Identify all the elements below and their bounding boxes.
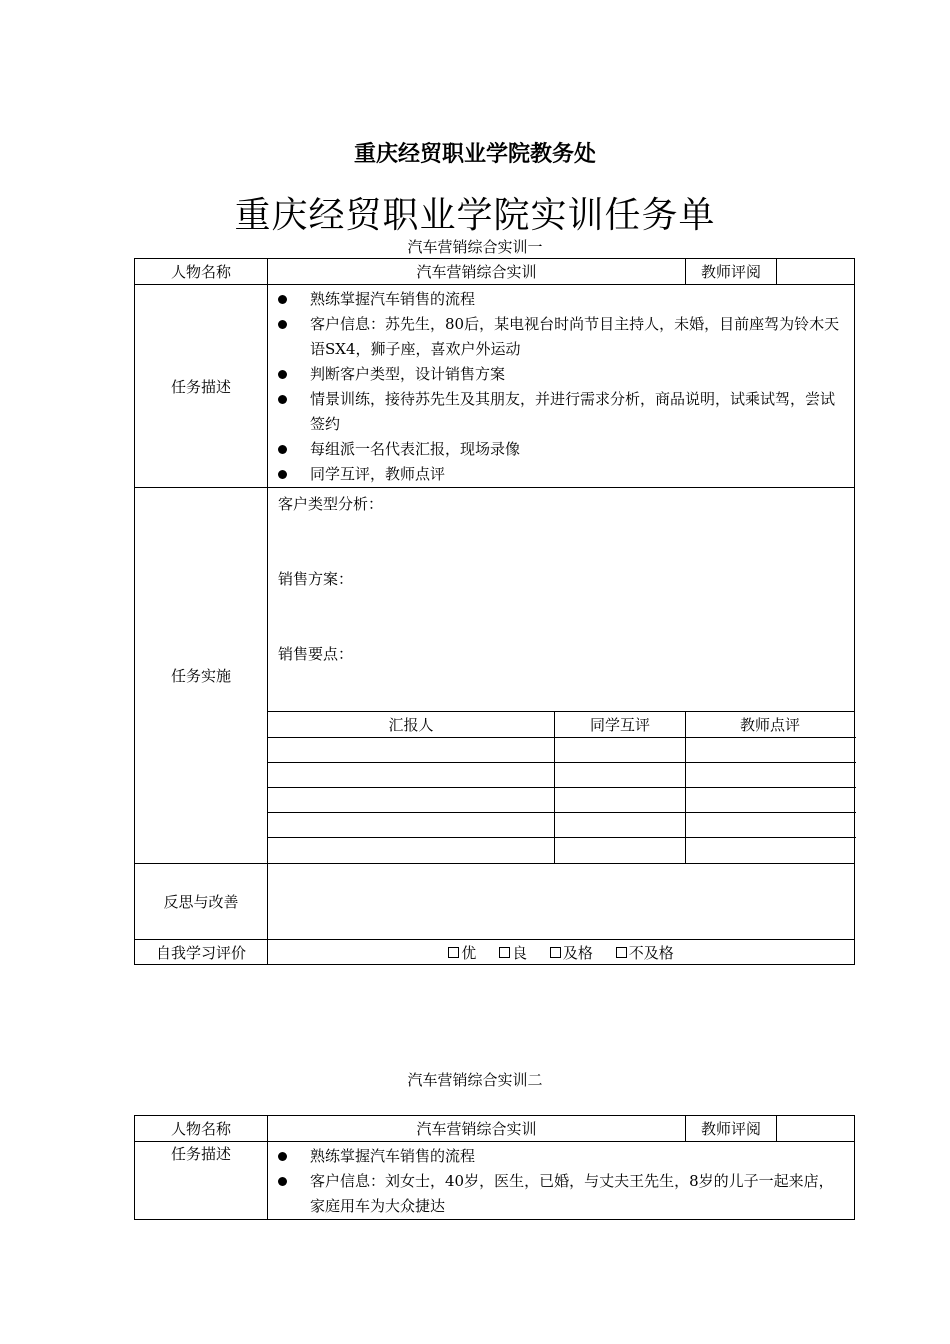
desc-item: 熟练掌握汽车销售的流程 [276, 1144, 846, 1169]
eval-header-teacher: 教师点评 [686, 712, 855, 738]
teacher-review-field[interactable] [777, 259, 855, 285]
impl-field-customer-type: 客户类型分析： [278, 495, 384, 513]
reporter-cell[interactable] [268, 838, 555, 864]
option-excellent[interactable]: 优 [448, 942, 476, 963]
bullet-icon [278, 445, 287, 454]
name-value: 汽车营销综合实训 [268, 259, 686, 285]
label-teacher-review: 教师评阅 [686, 1116, 777, 1142]
label-task-desc: 任务描述 [135, 1142, 268, 1220]
eval-header-peer: 同学互评 [555, 712, 686, 738]
task-desc-content [268, 285, 855, 488]
label-name: 人物名称 [135, 1116, 268, 1142]
impl-field-sales-points: 销售要点： [278, 645, 354, 663]
option-fail[interactable]: 不及格 [616, 942, 674, 963]
desc-item: 每组派一名代表汇报，现场录像 [276, 437, 846, 462]
page-title: 重庆经贸职业学院实训任务单 [234, 195, 716, 236]
teacher-eval-cell[interactable] [686, 738, 855, 763]
impl-field-sales-plan: 销售方案： [278, 570, 354, 588]
bullet-icon [278, 295, 287, 304]
task-desc-content [268, 1142, 855, 1220]
option-good[interactable]: 良 [499, 942, 527, 963]
label-self-eval: 自我学习评价 [135, 940, 268, 965]
peer-eval-cell[interactable] [555, 788, 686, 813]
teacher-eval-cell[interactable] [686, 788, 855, 813]
reporter-cell[interactable] [268, 738, 555, 763]
reporter-cell[interactable] [268, 813, 555, 838]
label-name: 人物名称 [135, 259, 268, 285]
label-task-impl: 任务实施 [135, 488, 268, 864]
eval-header-reporter: 汇报人 [268, 712, 555, 738]
sheet1-subtitle: 汽车营销综合实训一 [407, 238, 543, 256]
desc-item: 情景训练，接待苏先生及其朋友，并进行需求分析，商品说明，试乘试驾，尝试签约 [276, 387, 846, 437]
peer-eval-cell[interactable] [555, 813, 686, 838]
checkbox-icon[interactable] [499, 947, 510, 958]
checkbox-icon[interactable] [616, 947, 627, 958]
bullet-icon [278, 320, 287, 329]
impl-notes-area[interactable] [268, 488, 855, 712]
label-reflection: 反思与改善 [135, 864, 268, 940]
name-value: 汽车营销综合实训 [268, 1116, 686, 1142]
reporter-cell[interactable] [268, 763, 555, 788]
sheet2-subtitle: 汽车营销综合实训二 [407, 1071, 543, 1089]
bullet-icon [278, 470, 287, 479]
teacher-eval-cell[interactable] [686, 838, 855, 864]
teacher-eval-cell[interactable] [686, 813, 855, 838]
bullet-icon [278, 395, 287, 404]
teacher-eval-cell[interactable] [686, 763, 855, 788]
reporter-cell[interactable] [268, 788, 555, 813]
bullet-icon [278, 1152, 287, 1161]
sheet1-table [134, 258, 855, 965]
bullet-icon [278, 1177, 287, 1186]
department-title: 重庆经贸职业学院教务处 [353, 142, 596, 167]
checkbox-icon[interactable] [448, 947, 459, 958]
label-teacher-review: 教师评阅 [686, 259, 777, 285]
peer-eval-cell[interactable] [555, 838, 686, 864]
checkbox-icon[interactable] [550, 947, 561, 958]
desc-item: 同学互评，教师点评 [276, 462, 846, 487]
bullet-icon [278, 370, 287, 379]
self-eval-options [268, 940, 855, 965]
peer-eval-cell[interactable] [555, 763, 686, 788]
desc-item: 判断客户类型，设计销售方案 [276, 362, 846, 387]
peer-eval-cell[interactable] [555, 738, 686, 763]
desc-item: 客户信息：刘女士，40岁，医生，已婚，与丈夫王先生，8岁的儿子一起来店，家庭用车为大众捷达 [276, 1169, 846, 1219]
option-pass[interactable]: 及格 [550, 942, 593, 963]
desc-item: 熟练掌握汽车销售的流程 [276, 287, 846, 312]
teacher-review-field[interactable] [777, 1116, 855, 1142]
reflection-field[interactable] [268, 864, 855, 940]
desc-item: 客户信息：苏先生，80后，某电视台时尚节目主持人，未婚，目前座驾为铃木天语SX4，狮子座，喜欢户外运动 [276, 312, 846, 362]
sheet2-table [134, 1115, 855, 1220]
label-task-desc: 任务描述 [135, 285, 268, 488]
